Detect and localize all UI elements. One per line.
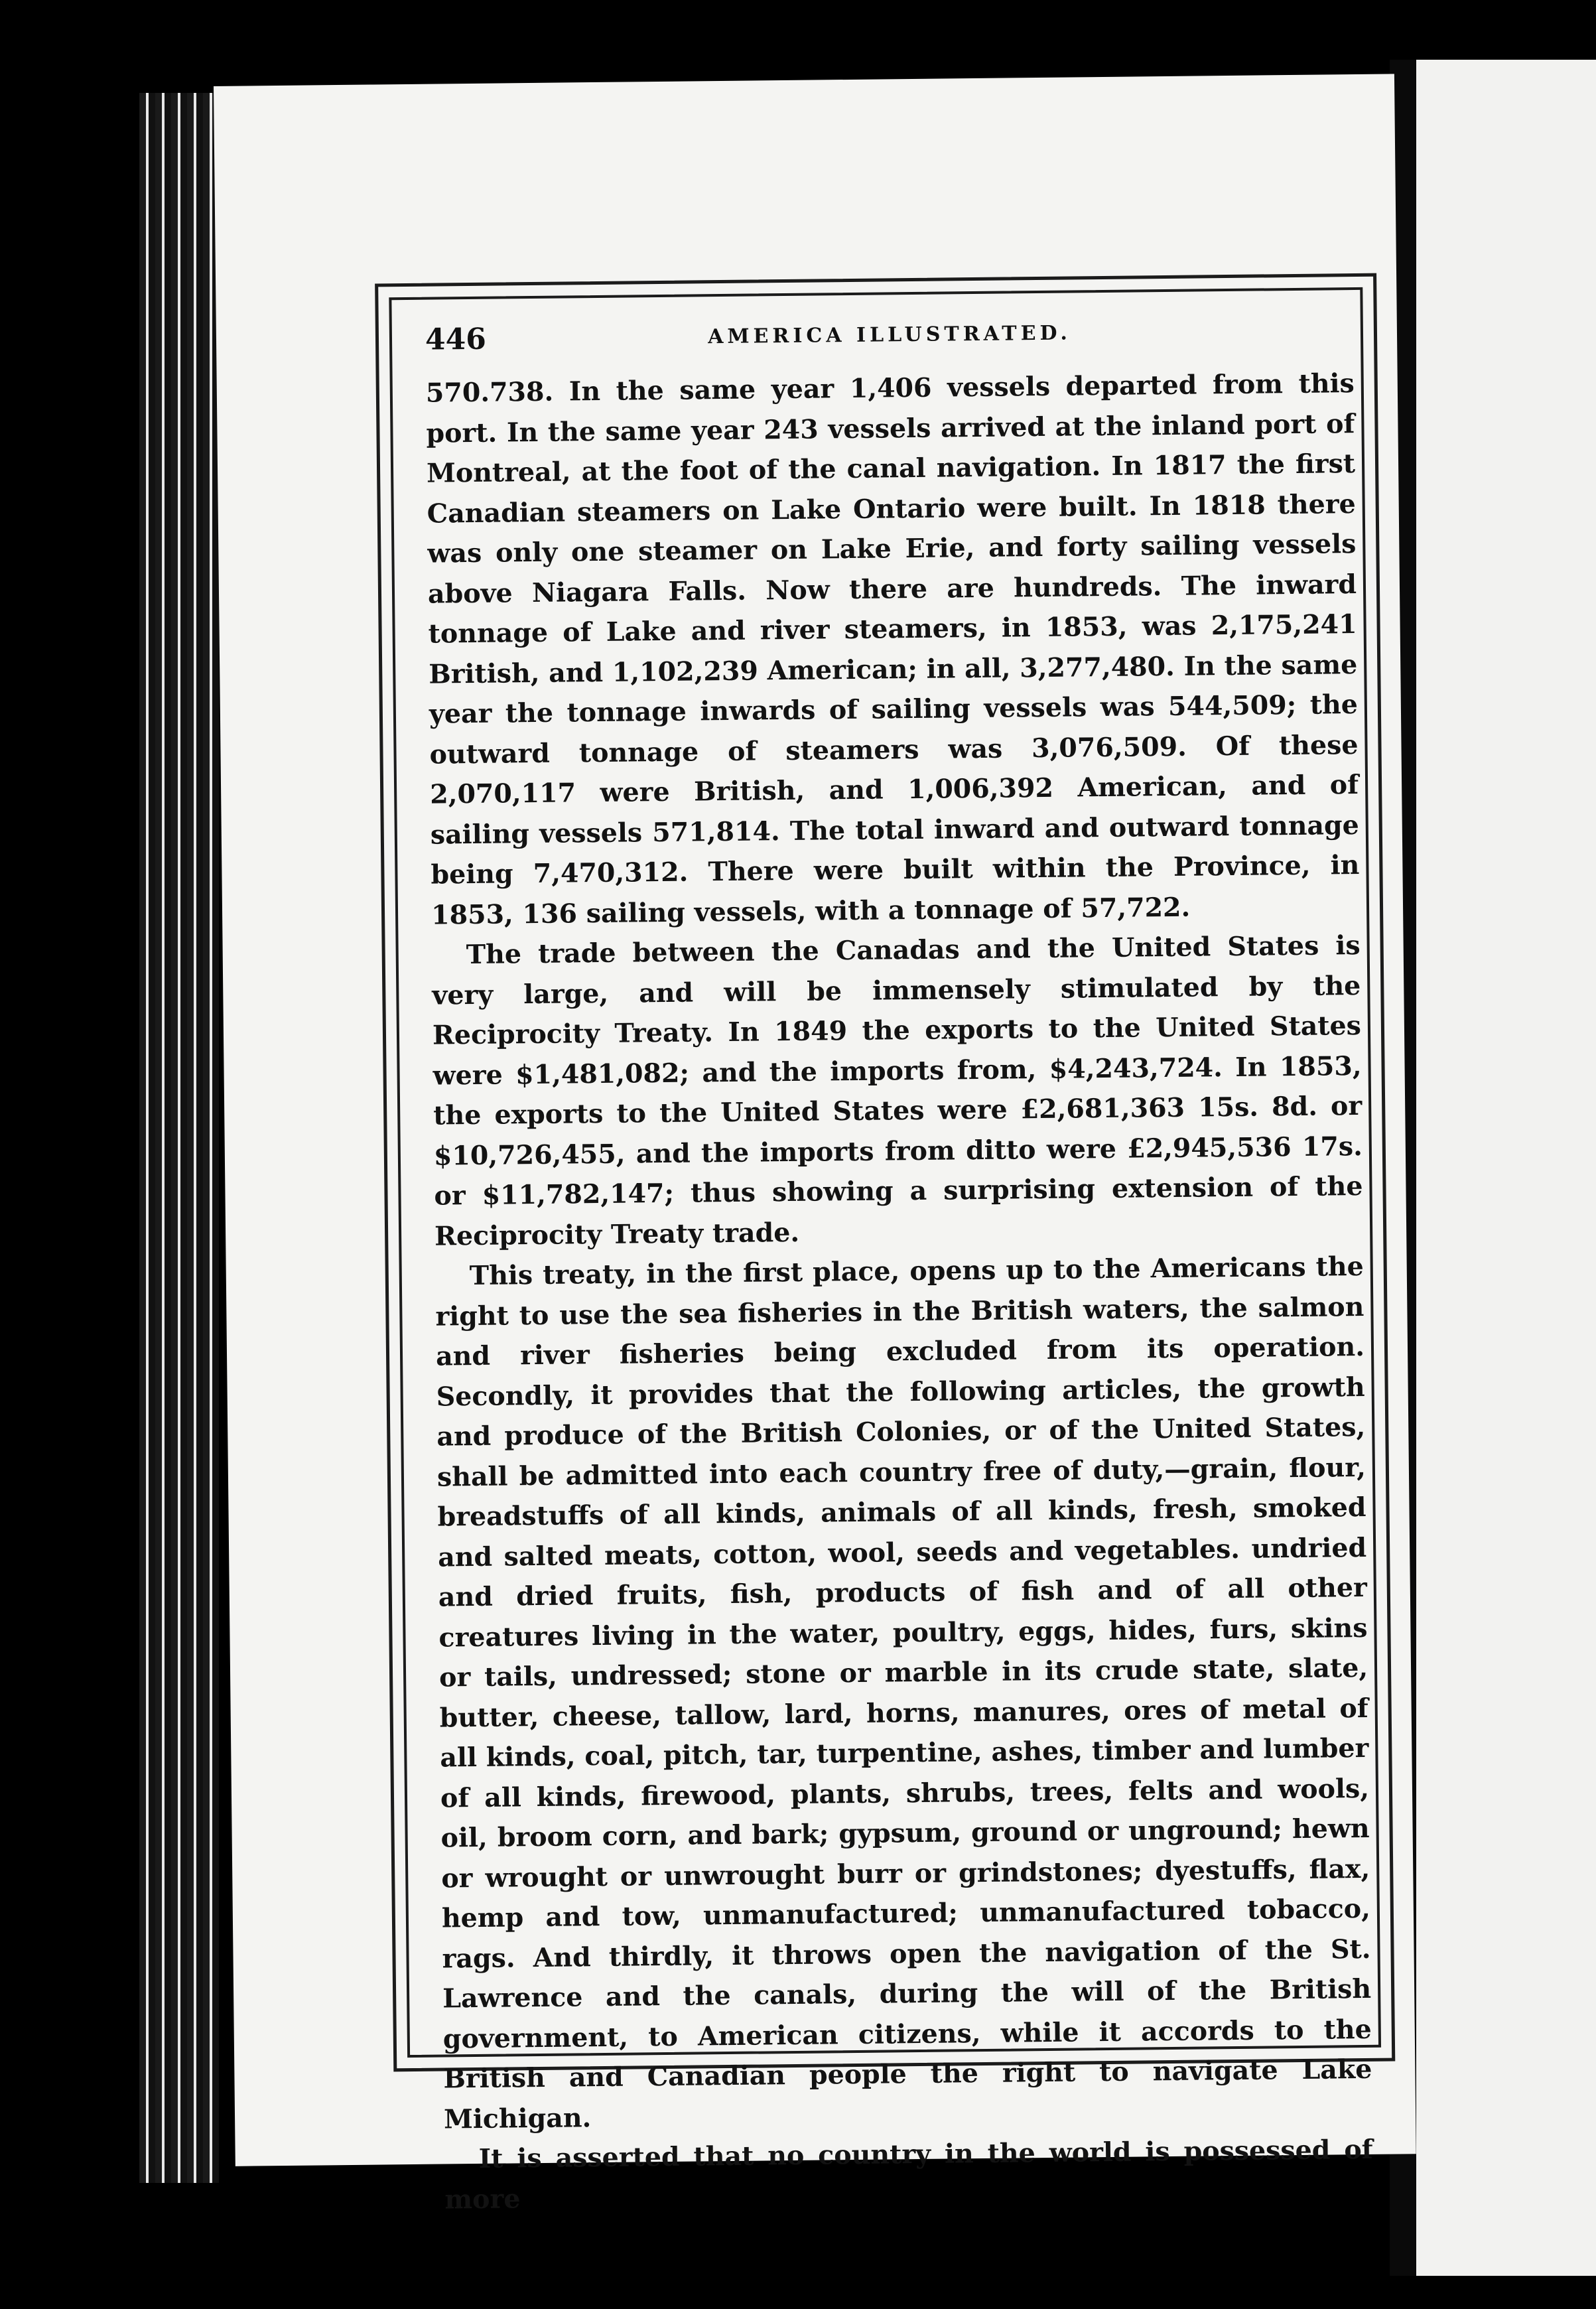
book-page-edges — [139, 93, 219, 2183]
paragraph: This treaty, in the first place, opens up to the Americans the right to use the sea fisheries in the British waters, the salmon and river fisheries being excluded from its operation. Secondly, it provides that the following articles, the growth and produce of the British Colonies, or of the United States, shall be admitted into each country free of duty,—grain, flour, breadstuffs of all kinds, animals of all kinds, fresh, smoked and salted meats, cotton, wool, seeds and vegetables. undried and dried fruits, fish, products of fish and of all other creatures living in the water, poultry, eggs, hides, furs, skins or tails, undressed; stone or marble in its crude state, slate, butter, cheese, tallow, lard, horns, manures, ores of metal of all kinds, coal, pitch, tar, turpentine, ashes, timber and lumber of all kinds, firewood, plants, shrubs, trees, felts and wools, oil, broom corn, and bark; gypsum, ground or unground; hewn or wrought or unwrought burr or grindstones; dyestuffs, flax, hemp and tow, unmanufactured; unmanufactured tobacco, rags. And thirdly, it throws open the navigation of the St. Lawrence and the canals, during the will of the British government, to American citizens, while it accords to the British and Canadian people the right to navigate Lake Michigan. — [435, 1251, 1372, 2135]
running-title: AMERICA ILLUSTRATED. — [707, 321, 1072, 349]
facing-page — [1416, 60, 1596, 2276]
page-number: 446 — [425, 322, 487, 357]
page-border-outer — [375, 273, 1395, 2215]
paragraph: 570.738. In the same year 1,406 vessels departed from this port. In the same year 243 vessels arrived at the inland port of Montreal, at the foot of the canal navigation. In 1817 the first Canadian steamers on Lake Ontario were built. In 1818 there was only one steamer on Lake Erie, and forty sailing vessels above Niagara Falls. Now there are hundreds. The inward tonnage of Lake and river steamers, in 1853, was 2,175,241 British, and 1,102,239 American; in all, 3,277,480. In the same year the tonnage inwards of sailing vessels was 544,509; the outward tonnage of steamers was 3,076,509. Of these 2,070,117 were British, and 1,006,392 American, and of sailing vessels 571,814. The total inward and outward tonnage being 7,470,312. There were built within the Province, in 1853, 136 sailing vessels, with a tonnage of 57,722. — [425, 368, 1360, 931]
paragraph: The trade between the Canadas and the United States is very large, and will be immensely stimulated by the Reciprocity Treaty. In 1849 the exports to the United States were $1,481,082; and the imports from, $4,243,724. In 1853, the exports to the United States were £2,681,363 15s. 8d. or $10,726,455, and the imports from ditto were £2,945,536 17s. or $11,782,147; thus showing a surprising extension of the Reciprocity Treaty trade. — [432, 930, 1363, 1252]
body-text — [426, 364, 1374, 2220]
page-header — [425, 313, 1355, 370]
page-content — [425, 313, 1374, 2220]
paragraph: It is asserted that no country in the world is possessed of more — [444, 2134, 1373, 2215]
book-page — [214, 74, 1416, 2215]
